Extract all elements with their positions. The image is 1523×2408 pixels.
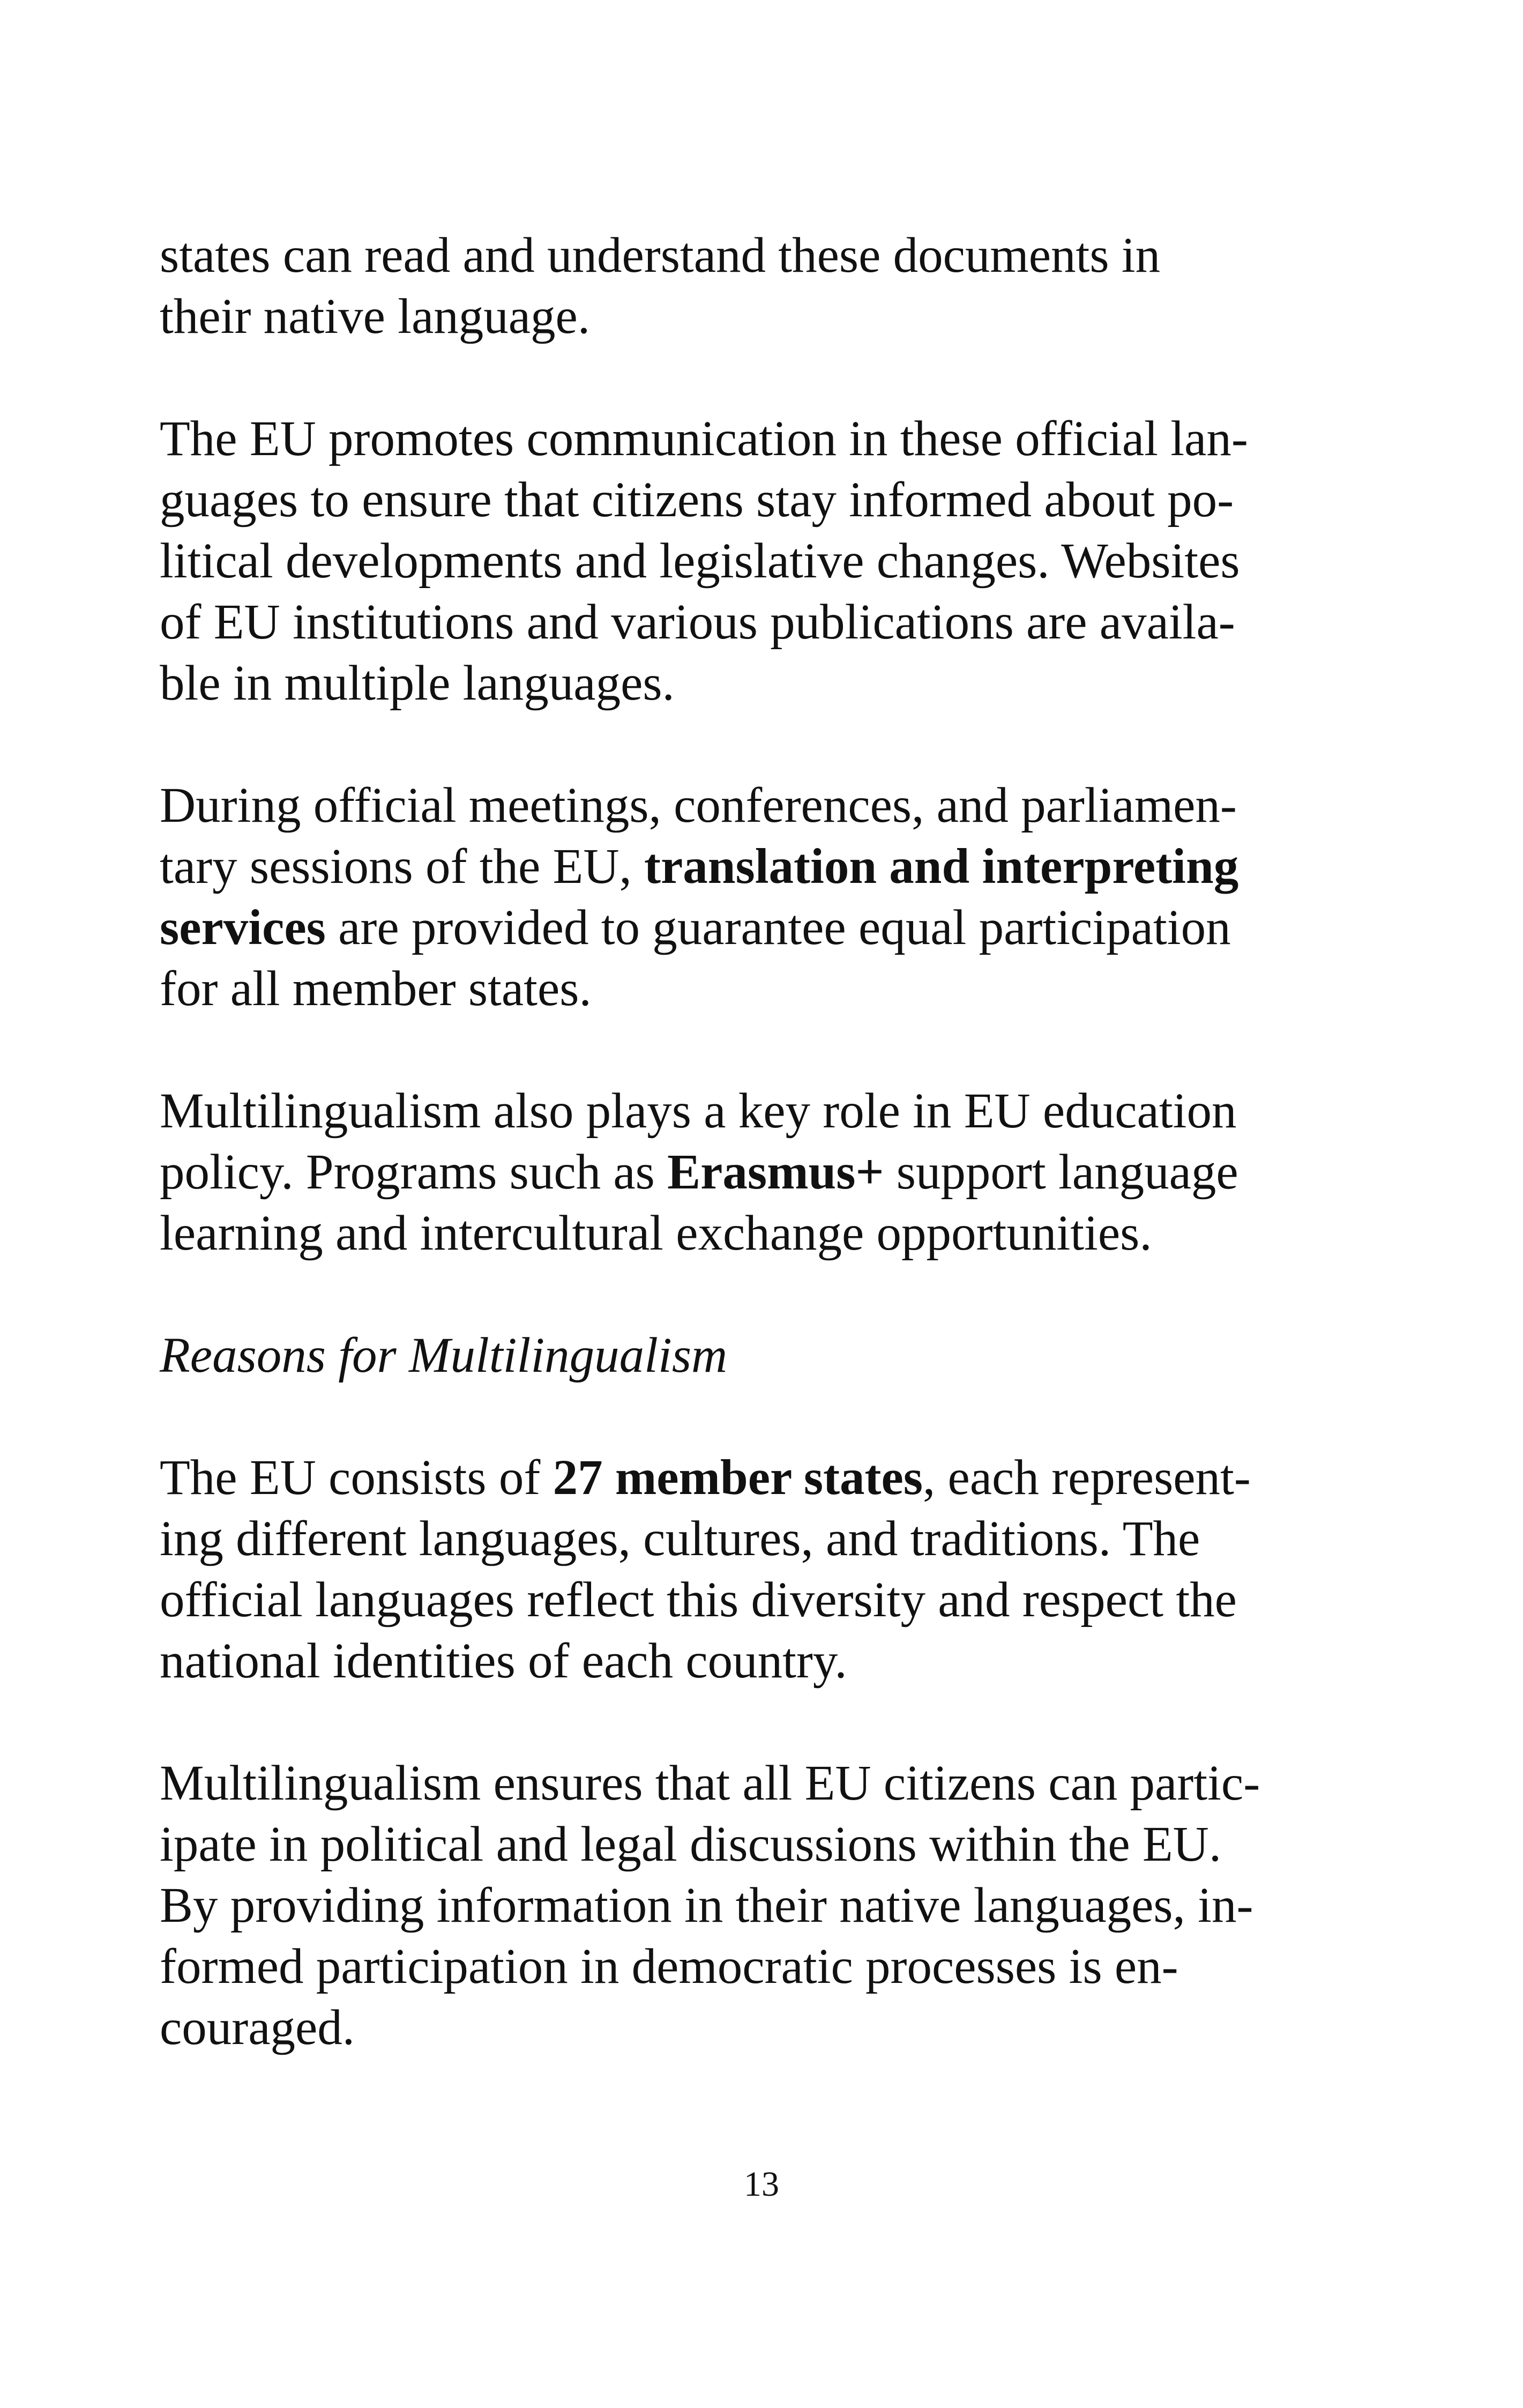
text-run: support language xyxy=(884,1144,1238,1200)
text-line: official languages reflect this diversity and respect the xyxy=(160,1572,1237,1627)
text-line: learning and intercultural exchange opportunities. xyxy=(160,1206,1152,1261)
paragraph-education xyxy=(160,1081,1403,1264)
text-line: couraged. xyxy=(160,2000,355,2055)
text-line xyxy=(160,1447,1403,1508)
text-line: formed participation in democratic processes is en- xyxy=(160,1939,1178,1994)
paragraph-continuation xyxy=(160,225,1403,347)
text-line: for all member states. xyxy=(160,961,592,1016)
text-run: , each represent- xyxy=(922,1450,1251,1505)
paragraph-interpreting xyxy=(160,775,1403,1020)
text-line xyxy=(160,836,1403,897)
text-line: By providing information in their native languages, in- xyxy=(160,1878,1253,1933)
section-heading: Reasons for Multilingualism xyxy=(160,1328,728,1383)
text-line xyxy=(160,897,1403,958)
text-line: ing different languages, cultures, and traditions. The xyxy=(160,1511,1200,1566)
text-line: litical developments and legislative changes. Websites xyxy=(160,533,1240,589)
text-line: ipate in political and legal discussions within the EU. xyxy=(160,1817,1222,1872)
text-line: Multilingualism also plays a key role in EU education xyxy=(160,1083,1237,1139)
text-line: of EU institutions and various publications are availa- xyxy=(160,594,1235,650)
text-line: guages to ensure that citizens stay informed about po- xyxy=(160,472,1234,527)
text-line: their native language. xyxy=(160,289,591,344)
bold-term-services: services xyxy=(160,900,326,955)
paragraph-member-states xyxy=(160,1447,1403,1692)
text-run: The EU consists of xyxy=(160,1450,553,1505)
body-text xyxy=(160,225,1403,2120)
paragraph-communication xyxy=(160,408,1403,714)
text-run: tary sessions of the EU, xyxy=(160,839,645,894)
text-line: national identities of each country. xyxy=(160,1633,847,1689)
text-line: The EU promotes communication in these official lan- xyxy=(160,411,1248,466)
text-line: states can read and understand these documents in xyxy=(160,228,1161,283)
text-run: are provided to guarantee equal participation xyxy=(325,900,1231,955)
text-line xyxy=(160,1142,1403,1203)
text-run: policy. Programs such as xyxy=(160,1144,668,1200)
bold-term-translation: translation and interpreting xyxy=(644,839,1239,894)
paragraph-participation xyxy=(160,1753,1403,2058)
bold-term-erasmus: Erasmus+ xyxy=(667,1144,884,1200)
text-line: Multilingualism ensures that all EU citizens can partic- xyxy=(160,1756,1260,1811)
text-line: During official meetings, conferences, and parliamen- xyxy=(160,778,1237,833)
bold-term-member-states: 27 member states xyxy=(553,1450,923,1505)
text-line: ble in multiple languages. xyxy=(160,656,675,711)
page-number: 13 xyxy=(744,2165,779,2204)
